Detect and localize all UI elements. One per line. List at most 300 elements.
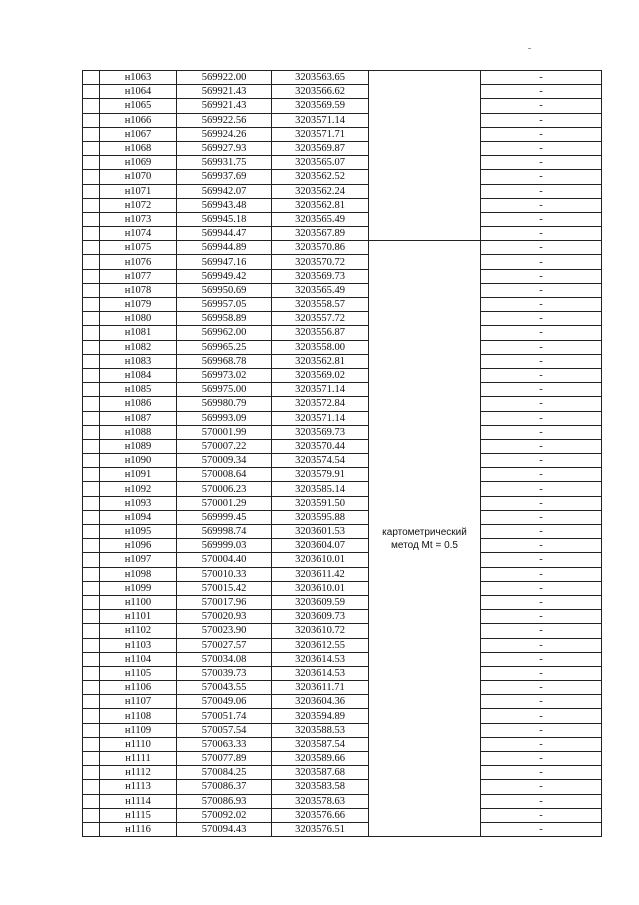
point-name-cell: н1094 [100, 510, 177, 524]
y-coordinate-cell: 3203611.42 [272, 567, 369, 581]
y-coordinate-cell: 3203578.63 [272, 794, 369, 808]
method-cell-upper [369, 71, 481, 241]
x-coordinate-cell: 569965.25 [177, 340, 272, 354]
x-coordinate-cell: 569924.26 [177, 127, 272, 141]
row-blank-cell [83, 368, 100, 382]
row-blank-cell [83, 156, 100, 170]
note-cell: - [481, 198, 602, 212]
point-name-cell: н1093 [100, 496, 177, 510]
row-blank-cell [83, 525, 100, 539]
row-blank-cell [83, 496, 100, 510]
note-cell: - [481, 539, 602, 553]
y-coordinate-cell: 3203569.87 [272, 141, 369, 155]
row-blank-cell [83, 482, 100, 496]
table-row [83, 510, 602, 524]
x-coordinate-cell: 570001.99 [177, 425, 272, 439]
table-row [83, 425, 602, 439]
y-coordinate-cell: 3203571.14 [272, 383, 369, 397]
point-name-cell: н1076 [100, 255, 177, 269]
table-row [83, 141, 602, 155]
note-cell: - [481, 85, 602, 99]
row-blank-cell [83, 298, 100, 312]
row-blank-cell [83, 510, 100, 524]
point-name-cell: н1110 [100, 737, 177, 751]
table-row [83, 709, 602, 723]
table-row [83, 638, 602, 652]
note-cell: - [481, 454, 602, 468]
point-name-cell: н1072 [100, 198, 177, 212]
table-row [83, 255, 602, 269]
x-coordinate-cell: 570006.23 [177, 482, 272, 496]
note-cell: - [481, 340, 602, 354]
table-row [83, 581, 602, 595]
note-cell: - [481, 482, 602, 496]
y-coordinate-cell: 3203583.58 [272, 780, 369, 794]
note-cell: - [481, 354, 602, 368]
y-coordinate-cell: 3203604.07 [272, 539, 369, 553]
row-blank-cell [83, 766, 100, 780]
y-coordinate-cell: 3203604.36 [272, 695, 369, 709]
y-coordinate-cell: 3203565.49 [272, 283, 369, 297]
row-blank-cell [83, 227, 100, 241]
row-blank-cell [83, 681, 100, 695]
point-name-cell: н1111 [100, 752, 177, 766]
x-coordinate-cell: 569942.07 [177, 184, 272, 198]
y-coordinate-cell: 3203562.81 [272, 198, 369, 212]
table-row [83, 184, 602, 198]
y-coordinate-cell: 3203562.81 [272, 354, 369, 368]
point-name-cell: н1078 [100, 283, 177, 297]
y-coordinate-cell: 3203610.01 [272, 581, 369, 595]
row-blank-cell [83, 666, 100, 680]
y-coordinate-cell: 3203612.55 [272, 638, 369, 652]
note-cell: - [481, 99, 602, 113]
x-coordinate-cell: 570057.54 [177, 723, 272, 737]
row-blank-cell [83, 113, 100, 127]
row-blank-cell [83, 695, 100, 709]
note-cell: - [481, 241, 602, 255]
note-cell: - [481, 269, 602, 283]
x-coordinate-cell: 569922.00 [177, 71, 272, 85]
table-row [83, 752, 602, 766]
row-blank-cell [83, 553, 100, 567]
point-name-cell: н1108 [100, 709, 177, 723]
y-coordinate-cell: 3203576.51 [272, 822, 369, 836]
table-row [83, 723, 602, 737]
y-coordinate-cell: 3203609.73 [272, 610, 369, 624]
row-blank-cell [83, 539, 100, 553]
y-coordinate-cell: 3203594.89 [272, 709, 369, 723]
table-row [83, 737, 602, 751]
point-name-cell: н1087 [100, 411, 177, 425]
table-row [83, 482, 602, 496]
table-row [83, 283, 602, 297]
table-row [83, 780, 602, 794]
point-name-cell: н1077 [100, 269, 177, 283]
table-row [83, 269, 602, 283]
row-blank-cell [83, 822, 100, 836]
table-row [83, 227, 602, 241]
point-name-cell: н1068 [100, 141, 177, 155]
note-cell: - [481, 397, 602, 411]
note-cell: - [481, 170, 602, 184]
note-cell: - [481, 638, 602, 652]
table-row [83, 610, 602, 624]
table-row [83, 666, 602, 680]
row-blank-cell [83, 411, 100, 425]
y-coordinate-cell: 3203595.88 [272, 510, 369, 524]
note-cell: - [481, 766, 602, 780]
y-coordinate-cell: 3203614.53 [272, 652, 369, 666]
note-cell: - [481, 184, 602, 198]
table-row [83, 340, 602, 354]
table-row [83, 624, 602, 638]
point-name-cell: н1115 [100, 808, 177, 822]
point-name-cell: н1095 [100, 525, 177, 539]
y-coordinate-cell: 3203614.53 [272, 666, 369, 680]
note-cell: - [481, 71, 602, 85]
x-coordinate-cell: 569968.78 [177, 354, 272, 368]
row-blank-cell [83, 794, 100, 808]
x-coordinate-cell: 569943.48 [177, 198, 272, 212]
x-coordinate-cell: 569999.03 [177, 539, 272, 553]
x-coordinate-cell: 570010.33 [177, 567, 272, 581]
note-cell: - [481, 468, 602, 482]
table-row [83, 368, 602, 382]
y-coordinate-cell: 3203611.71 [272, 681, 369, 695]
row-blank-cell [83, 425, 100, 439]
y-coordinate-cell: 3203567.89 [272, 227, 369, 241]
x-coordinate-cell: 569922.56 [177, 113, 272, 127]
x-coordinate-cell: 570086.93 [177, 794, 272, 808]
x-coordinate-cell: 569944.47 [177, 227, 272, 241]
note-cell: - [481, 312, 602, 326]
y-coordinate-cell: 3203589.66 [272, 752, 369, 766]
point-name-cell: н1096 [100, 539, 177, 553]
table-row [83, 156, 602, 170]
x-coordinate-cell: 570007.22 [177, 439, 272, 453]
y-coordinate-cell: 3203610.01 [272, 553, 369, 567]
point-name-cell: н1064 [100, 85, 177, 99]
point-name-cell: н1097 [100, 553, 177, 567]
y-coordinate-cell: 3203563.65 [272, 71, 369, 85]
note-cell: - [481, 808, 602, 822]
point-name-cell: н1106 [100, 681, 177, 695]
y-coordinate-cell: 3203566.62 [272, 85, 369, 99]
row-blank-cell [83, 255, 100, 269]
y-coordinate-cell: 3203558.57 [272, 298, 369, 312]
point-name-cell: н1088 [100, 425, 177, 439]
note-cell: - [481, 709, 602, 723]
point-name-cell: н1079 [100, 298, 177, 312]
x-coordinate-cell: 569950.69 [177, 283, 272, 297]
x-coordinate-cell: 569921.43 [177, 85, 272, 99]
y-coordinate-cell: 3203571.71 [272, 127, 369, 141]
x-coordinate-cell: 569998.74 [177, 525, 272, 539]
y-coordinate-cell: 3203570.72 [272, 255, 369, 269]
point-name-cell: н1085 [100, 383, 177, 397]
row-blank-cell [83, 283, 100, 297]
table-row [83, 298, 602, 312]
note-cell: - [481, 496, 602, 510]
y-coordinate-cell: 3203569.73 [272, 425, 369, 439]
row-blank-cell [83, 312, 100, 326]
row-blank-cell [83, 439, 100, 453]
table-row [83, 241, 602, 255]
row-blank-cell [83, 454, 100, 468]
point-name-cell: н1070 [100, 170, 177, 184]
y-coordinate-cell: 3203570.44 [272, 439, 369, 453]
y-coordinate-cell: 3203562.24 [272, 184, 369, 198]
y-coordinate-cell: 3203572.84 [272, 397, 369, 411]
table-row [83, 794, 602, 808]
note-cell: - [481, 624, 602, 638]
x-coordinate-cell: 569921.43 [177, 99, 272, 113]
table-row [83, 354, 602, 368]
x-coordinate-cell: 570034.08 [177, 652, 272, 666]
y-coordinate-cell: 3203610.72 [272, 624, 369, 638]
row-blank-cell [83, 752, 100, 766]
point-name-cell: н1098 [100, 567, 177, 581]
x-coordinate-cell: 570051.74 [177, 709, 272, 723]
point-name-cell: н1082 [100, 340, 177, 354]
coordinates-table [82, 70, 602, 837]
table-row [83, 525, 602, 539]
x-coordinate-cell: 569944.89 [177, 241, 272, 255]
table-row [83, 113, 602, 127]
note-cell: - [481, 383, 602, 397]
x-coordinate-cell: 570077.89 [177, 752, 272, 766]
x-coordinate-cell: 569945.18 [177, 212, 272, 226]
point-name-cell: н1084 [100, 368, 177, 382]
row-blank-cell [83, 581, 100, 595]
note-cell: - [481, 737, 602, 751]
row-blank-cell [83, 354, 100, 368]
table-row [83, 539, 602, 553]
note-cell: - [481, 553, 602, 567]
point-name-cell: н1103 [100, 638, 177, 652]
x-coordinate-cell: 570086.37 [177, 780, 272, 794]
row-blank-cell [83, 198, 100, 212]
x-coordinate-cell: 570063.33 [177, 737, 272, 751]
point-name-cell: н1063 [100, 71, 177, 85]
point-name-cell: н1114 [100, 794, 177, 808]
note-cell: - [481, 752, 602, 766]
note-cell: - [481, 510, 602, 524]
y-coordinate-cell: 3203576.66 [272, 808, 369, 822]
point-name-cell: н1071 [100, 184, 177, 198]
point-name-cell: н1101 [100, 610, 177, 624]
x-coordinate-cell: 569931.75 [177, 156, 272, 170]
table-row [83, 808, 602, 822]
x-coordinate-cell: 570017.96 [177, 595, 272, 609]
table-row [83, 496, 602, 510]
table-row [83, 99, 602, 113]
x-coordinate-cell: 569937.69 [177, 170, 272, 184]
row-blank-cell [83, 638, 100, 652]
x-coordinate-cell: 570043.55 [177, 681, 272, 695]
note-cell: - [481, 581, 602, 595]
point-name-cell: н1086 [100, 397, 177, 411]
table-row [83, 71, 602, 85]
x-coordinate-cell: 570084.25 [177, 766, 272, 780]
row-blank-cell [83, 610, 100, 624]
x-coordinate-cell: 570023.90 [177, 624, 272, 638]
point-name-cell: н1080 [100, 312, 177, 326]
y-coordinate-cell: 3203609.59 [272, 595, 369, 609]
point-name-cell: н1073 [100, 212, 177, 226]
row-blank-cell [83, 383, 100, 397]
point-name-cell: н1075 [100, 241, 177, 255]
note-cell: - [481, 723, 602, 737]
x-coordinate-cell: 569993.09 [177, 411, 272, 425]
note-cell: - [481, 127, 602, 141]
point-name-cell: н1099 [100, 581, 177, 595]
x-coordinate-cell: 570004.40 [177, 553, 272, 567]
table-row [83, 695, 602, 709]
x-coordinate-cell: 570092.02 [177, 808, 272, 822]
note-cell: - [481, 368, 602, 382]
table-row [83, 198, 602, 212]
x-coordinate-cell: 570094.43 [177, 822, 272, 836]
y-coordinate-cell: 3203587.54 [272, 737, 369, 751]
x-coordinate-cell: 569975.00 [177, 383, 272, 397]
x-coordinate-cell: 570020.93 [177, 610, 272, 624]
method-label: картометрический метод Mt = 0.5 [369, 241, 481, 837]
point-name-cell: н1113 [100, 780, 177, 794]
point-name-cell: н1104 [100, 652, 177, 666]
y-coordinate-cell: 3203565.49 [272, 212, 369, 226]
table-row [83, 170, 602, 184]
row-blank-cell [83, 397, 100, 411]
point-name-cell: н1100 [100, 595, 177, 609]
row-blank-cell [83, 71, 100, 85]
table-row [83, 383, 602, 397]
point-name-cell: н1109 [100, 723, 177, 737]
x-coordinate-cell: 569927.93 [177, 141, 272, 155]
y-coordinate-cell: 3203585.14 [272, 482, 369, 496]
note-cell: - [481, 681, 602, 695]
x-coordinate-cell: 569949.42 [177, 269, 272, 283]
y-coordinate-cell: 3203569.59 [272, 99, 369, 113]
point-name-cell: н1083 [100, 354, 177, 368]
table-row [83, 766, 602, 780]
table-row [83, 595, 602, 609]
y-coordinate-cell: 3203557.72 [272, 312, 369, 326]
scan-mark [528, 48, 531, 49]
row-blank-cell [83, 468, 100, 482]
note-cell: - [481, 595, 602, 609]
table-row [83, 326, 602, 340]
note-cell: - [481, 255, 602, 269]
note-cell: - [481, 283, 602, 297]
note-cell: - [481, 525, 602, 539]
note-cell: - [481, 212, 602, 226]
y-coordinate-cell: 3203579.91 [272, 468, 369, 482]
point-name-cell: н1067 [100, 127, 177, 141]
note-cell: - [481, 794, 602, 808]
x-coordinate-cell: 570008.64 [177, 468, 272, 482]
note-cell: - [481, 666, 602, 680]
x-coordinate-cell: 569947.16 [177, 255, 272, 269]
note-cell: - [481, 780, 602, 794]
row-blank-cell [83, 652, 100, 666]
table-row [83, 553, 602, 567]
note-cell: - [481, 610, 602, 624]
point-name-cell: н1065 [100, 99, 177, 113]
row-blank-cell [83, 184, 100, 198]
x-coordinate-cell: 570001.29 [177, 496, 272, 510]
x-coordinate-cell: 570027.57 [177, 638, 272, 652]
row-blank-cell [83, 624, 100, 638]
x-coordinate-cell: 570049.06 [177, 695, 272, 709]
row-blank-cell [83, 85, 100, 99]
x-coordinate-cell: 569958.89 [177, 312, 272, 326]
y-coordinate-cell: 3203570.86 [272, 241, 369, 255]
row-blank-cell [83, 326, 100, 340]
row-blank-cell [83, 241, 100, 255]
row-blank-cell [83, 709, 100, 723]
point-name-cell: н1112 [100, 766, 177, 780]
table-row [83, 468, 602, 482]
note-cell: - [481, 695, 602, 709]
row-blank-cell [83, 170, 100, 184]
y-coordinate-cell: 3203601.53 [272, 525, 369, 539]
x-coordinate-cell: 569999.45 [177, 510, 272, 524]
note-cell: - [481, 567, 602, 581]
y-coordinate-cell: 3203574.54 [272, 454, 369, 468]
row-blank-cell [83, 340, 100, 354]
note-cell: - [481, 822, 602, 836]
x-coordinate-cell: 569980.79 [177, 397, 272, 411]
note-cell: - [481, 113, 602, 127]
coordinates-table-body [83, 71, 602, 837]
point-name-cell: н1091 [100, 468, 177, 482]
row-blank-cell [83, 269, 100, 283]
y-coordinate-cell: 3203562.52 [272, 170, 369, 184]
table-row [83, 652, 602, 666]
row-blank-cell [83, 780, 100, 794]
table-row [83, 312, 602, 326]
y-coordinate-cell: 3203591.50 [272, 496, 369, 510]
y-coordinate-cell: 3203571.14 [272, 113, 369, 127]
point-name-cell: н1107 [100, 695, 177, 709]
row-blank-cell [83, 737, 100, 751]
point-name-cell: н1102 [100, 624, 177, 638]
note-cell: - [481, 141, 602, 155]
point-name-cell: н1105 [100, 666, 177, 680]
note-cell: - [481, 326, 602, 340]
x-coordinate-cell: 569957.05 [177, 298, 272, 312]
table-row [83, 454, 602, 468]
table-row [83, 397, 602, 411]
table-row [83, 85, 602, 99]
point-name-cell: н1066 [100, 113, 177, 127]
x-coordinate-cell: 569962.00 [177, 326, 272, 340]
row-blank-cell [83, 127, 100, 141]
note-cell: - [481, 411, 602, 425]
point-name-cell: н1089 [100, 439, 177, 453]
note-cell: - [481, 298, 602, 312]
row-blank-cell [83, 567, 100, 581]
note-cell: - [481, 439, 602, 453]
point-name-cell: н1081 [100, 326, 177, 340]
point-name-cell: н1090 [100, 454, 177, 468]
x-coordinate-cell: 570009.34 [177, 454, 272, 468]
row-blank-cell [83, 141, 100, 155]
table-row [83, 411, 602, 425]
x-coordinate-cell: 569973.02 [177, 368, 272, 382]
